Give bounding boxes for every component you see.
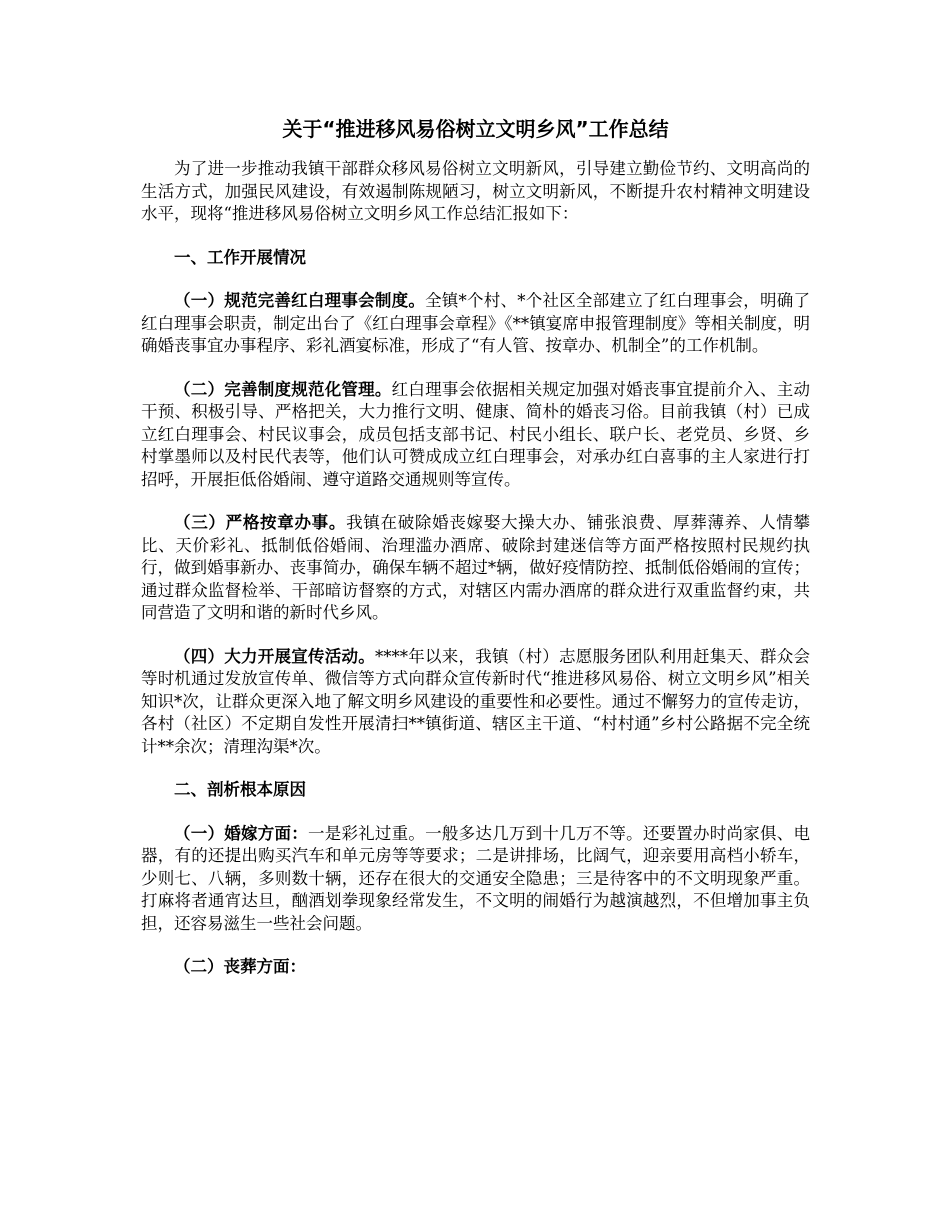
paragraph-lead: （一）规范完善红白理事会制度。	[174, 291, 426, 310]
paragraph-lead: （一）婚嫁方面：	[174, 823, 308, 843]
paragraph-body: ****年以来，我镇（村）志愿服务团队利用赶集天、群众会等时机通过发放宣传单、微信等方式向群众宣传新时代“推进移风易俗、树立文明乡风”相关知识*次，让群众更深入地了解文明乡风建设的重要性和必要性。通过不懈努力的宣传走访，各村（社区）不定期自发性开展清扫**镇街道、辖区主干道、“村村通”乡村公路据不完全统计**余次；清理沟渠*次。	[141, 646, 810, 756]
paragraph-1-1	[141, 290, 810, 358]
paragraph-body: 一是彩礼过重。一般多达几万到十几万不等。还要置办时尚家俱、电器，有的还提出购买汽车和单元房等等要求；二是讲排场，比阔气，迎亲要用高档小轿车，少则七、八辆，多则数十辆，还存在很大的交通安全隐患；三是待客中的不文明现象严重。打麻将者通宵达旦，酗酒划拳现象经常发生，不文明的闹婚行为越演越烈，不但增加事主负担，还容易滋生一些社会问题。	[141, 823, 811, 933]
paragraph-2-2	[141, 956, 810, 979]
paragraph-body: 全镇*个村、*个社区全部建立了红白理事会，明确了红白理事会职责，制定出台了《红白理事会章程》《**镇宴席申报管理制度》等相关制度，明确婚丧事宜办事程序、彩礼酒宴标准，形成了“有人管、按章办、机制全”的工作机制。	[141, 291, 811, 355]
section-heading-2: 二、剖析根本原因	[174, 780, 306, 799]
paragraph-body: 我镇在破除婚丧嫁娶大操大办、铺张浪费、厚葬薄养、人情攀比、天价彩礼、抵制低俗婚闹、治理滥办酒席、破除封建迷信等方面严格按照村民规约执行，做到婚事新办、丧事简办，确保车辆不超过*辆，做好疫情防控、抵制低俗婚闹的宣传；通过群众监督检举、干部暗访督察的方式，对辖区内需办酒席的群众进行双重监督约束，共同营造了文明和谐的新时代乡风。	[141, 513, 811, 622]
paragraph-2-1	[141, 823, 810, 936]
paragraph-lead: （四）大力开展宣传活动。	[174, 646, 375, 666]
paragraph-lead: （三）严格按章办事。	[174, 513, 347, 532]
document-title: 关于“推进移风易俗树立文明乡风”工作总结	[282, 117, 669, 141]
intro-paragraph: 为了进一步推动我镇干部群众移风易俗树立文明新风，引导建立勤俭节约、文明高尚的生活方式，加强民风建设，有效遏制陈规陋习，树立文明新风，不断提升农村精神文明建设水平，现将“推进移风易俗树立文明乡风工作总结汇报如下：	[141, 159, 810, 223]
paragraph-lead: （二）丧葬方面：	[174, 957, 306, 976]
paragraph-1-4	[141, 646, 810, 759]
paragraph-body: 红白理事会依据相关规定加强对婚丧事宜提前介入、主动干预、积极引导、严格把关，大力推行文明、健康、简朴的婚丧习俗。目前我镇（村）已成立红白理事会、村民议事会，成员包括支部书记、村民小组长、联户长、老党员、乡贤、乡村掌墨师以及村民代表等，他们认可赞成成立红白理事会，对承办红白喜事的主人家进行打招呼，开展拒低俗婚闹、遵守道路交通规则等宣传。	[141, 379, 811, 489]
paragraph-1-2	[141, 379, 810, 492]
paragraph-1-3	[141, 512, 810, 625]
paragraph-lead: （二）完善制度规范化管理。	[174, 379, 392, 399]
section-heading-1: 一、工作开展情况	[174, 247, 306, 267]
